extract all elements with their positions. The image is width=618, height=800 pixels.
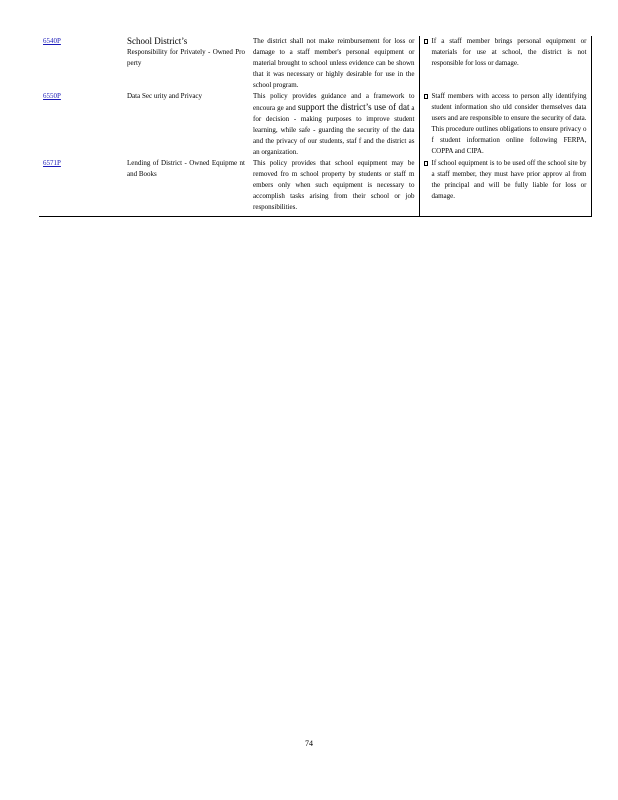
policy-number-cell: [39, 91, 123, 158]
policy-table: [39, 36, 592, 217]
policy-title-text: Data Sec urity and Privacy: [127, 92, 203, 100]
checkbox-bullet-icon: [424, 39, 428, 44]
policy-title-text: Responsibility for Privately - Owned Pro perty: [127, 48, 245, 67]
consideration-text: If school equipment is to be used off the school site by a staff member, they must have prior approv al from the principal and will be fully liable for loss or damage.: [431, 159, 587, 200]
consideration-text: If a staff member brings personal equipment or materials for use at school, the district is not responsible for loss or damage.: [431, 37, 587, 67]
policy-title-cell: [123, 36, 249, 91]
policy-purpose-cell: [249, 158, 419, 217]
consideration-item: [424, 91, 587, 157]
consideration-item: [424, 158, 587, 202]
policy-purpose-cell: [249, 36, 419, 91]
policy-title-text: Lending of District - Owned Equipme nt and Books: [127, 159, 245, 178]
policy-purpose-emphasis: support the district’s use of dat: [297, 102, 410, 112]
consideration-text: Staff members with access to person ally identifying student information sho uld consider themselves data users and are responsible to ensure the security of data. This procedure outlines obligations to ensure privacy o f student information online following FERPA, COPPA and CIPA.: [431, 92, 587, 155]
consideration-item: [424, 36, 587, 69]
policy-purpose-text: This policy provides that school equipment may be removed fro m school property by students or staff m embers only when such equipment is necessary to accomplish tasks arising from their school or job responsibilities.: [253, 159, 415, 211]
policy-purpose-cell: [249, 91, 419, 158]
checkbox-bullet-icon: [424, 94, 428, 99]
policy-title-cell: [123, 91, 249, 158]
policy-consideration-cell: [419, 36, 591, 91]
policy-consideration-cell: [419, 158, 591, 217]
policy-purpose-tail: a for decision - making purposes to improve student learning, while safe - guarding the security of the data and the privacy of our students, staf f and the district as an organization.: [253, 104, 415, 156]
policy-title-cell: [123, 158, 249, 217]
policy-number-cell: [39, 158, 123, 217]
checkbox-bullet-icon: [424, 161, 428, 166]
policy-purpose-text: This policy provides guidance and a framework to encoura ge and: [253, 92, 415, 112]
page-number: 74: [305, 739, 313, 748]
policy-link-6540p[interactable]: 6540P: [43, 37, 61, 45]
policy-consideration-cell: [419, 91, 591, 158]
policy-number-cell: [39, 36, 123, 91]
policy-link-6550p[interactable]: 6550P: [43, 92, 61, 100]
policy-purpose-text: The district shall not make reimbursement for loss or damage to a staff member's personal equipment or material brought to school unless evidence can be shown that it was necessary or highly desirable for use in the school program.: [253, 37, 415, 89]
policy-link-6571p[interactable]: 6571P: [43, 159, 61, 167]
table-row: [39, 36, 591, 91]
policy-title-heading: School District’s: [127, 36, 188, 46]
table-row: [39, 158, 591, 217]
table-row: [39, 91, 591, 158]
